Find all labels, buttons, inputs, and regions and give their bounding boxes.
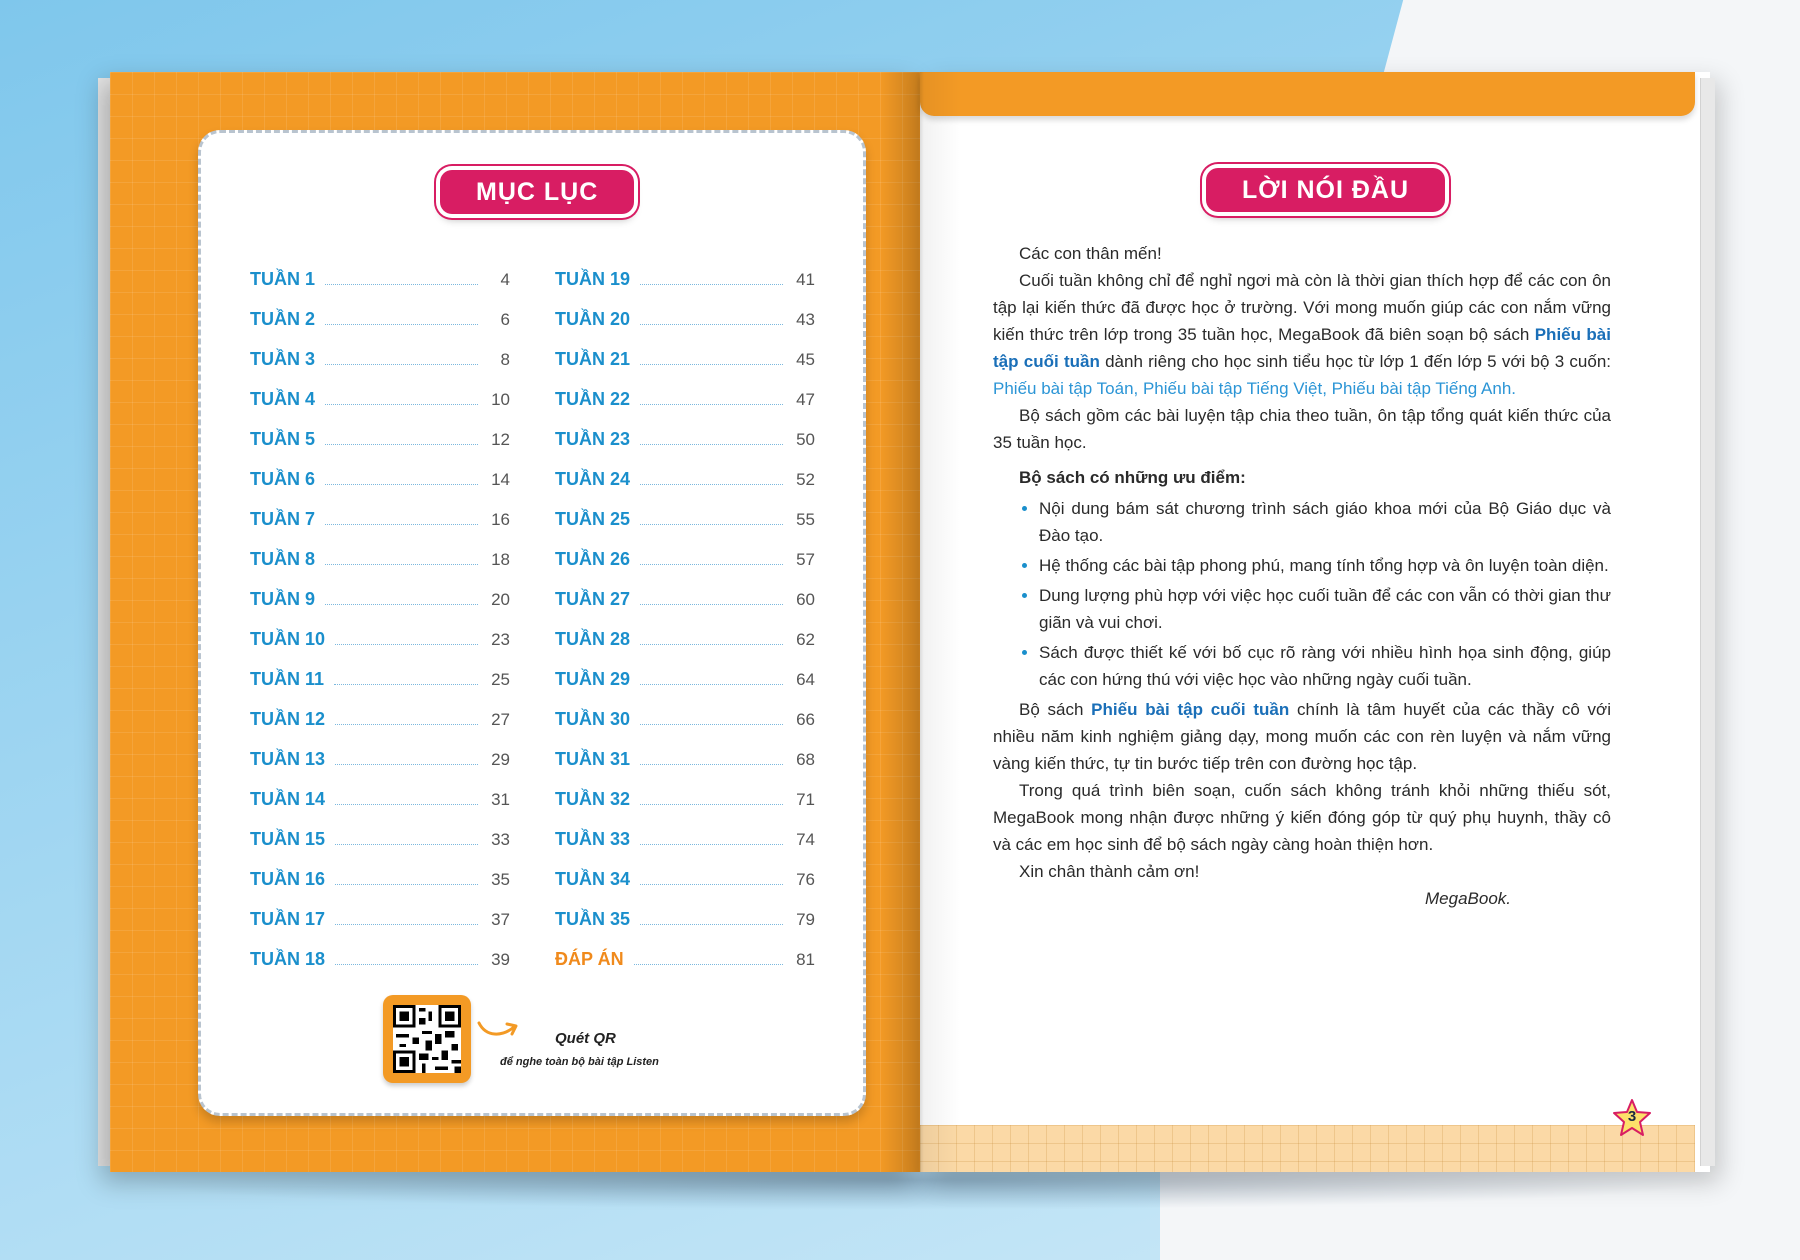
qr-code-icon[interactable] [383,995,471,1083]
toc-label: ĐÁP ÁN [555,949,624,969]
toc-leader-dots [640,844,783,845]
toc-leader-dots [325,604,478,605]
toc-page-number: 81 [796,950,815,969]
preface-greeting: Các con thân mến! [1019,244,1162,263]
toc-page-number: 60 [796,590,815,609]
page-number: 3 [1627,1108,1637,1125]
toc-row[interactable] [555,530,815,570]
bottom-grid-band [920,1125,1695,1172]
toc-leader-dots [325,324,478,325]
preface-paragraph-4: Trong quá trình biên soạn, cuốn sách không tránh khỏi những thiếu sót, MegaBook mong nhận được những ý kiến đóng góp từ quý phụ huynh, thầy cô và các em học sinh để bộ sách ngày càng hoàn thiện hơn. [993,781,1611,854]
toc-label: TUẦN 28 [555,629,631,649]
toc-page-number: 37 [491,910,510,929]
preface-text: chính là tâm huyết của các thầy cô với nhiều năm kinh nghiệm giảng dạy, mong muốn các con rèn luyện và nắm vững vàng kiến thức, tự tin bước tiếp trên con đường học tập. [993,700,1611,773]
toc-page-number: 31 [491,790,510,809]
toc-row[interactable] [250,770,510,810]
toc-page-number: 50 [796,430,815,449]
toc-page-number: 23 [491,630,510,649]
preface-paragraph-3 [993,696,1611,777]
toc-title: MỤC LỤC [440,170,634,214]
toc-leader-dots [325,364,478,365]
list-item: • Nội dung bám sát chương trình sách giáo khoa mới của Bộ Giáo dục và Đào tạo. [1039,495,1611,549]
toc-row[interactable] [250,690,510,730]
toc-page-number: 29 [491,750,510,769]
toc-label: TUẦN 29 [555,669,631,689]
list-item: • Sách được thiết kế với bố cục rõ ràng với nhiều hình họa sinh động, giúp các con hứng thú với việc học vào những ngày cuối tuần. [1039,639,1611,693]
toc-page-number: 66 [796,710,815,729]
toc-page-number: 52 [796,470,815,489]
toc-row[interactable] [250,250,510,290]
toc-leader-dots [325,444,478,445]
preface-thanks: Xin chân thành cảm ơn! [1019,862,1200,881]
toc-page-number: 45 [796,350,815,369]
toc-label: TUẦN 27 [555,589,631,609]
toc-row[interactable] [555,410,815,450]
toc-leader-dots [335,804,478,805]
toc-page-number: 35 [491,870,510,889]
toc-leader-dots [640,484,783,485]
toc-row[interactable] [555,650,815,690]
preface-paragraph-1 [993,267,1611,402]
toc-label: TUẦN 11 [250,669,325,689]
toc-page-number: 27 [491,710,510,729]
toc-label: TUẦN 18 [250,949,326,969]
toc-page-number: 43 [796,310,815,329]
toc-row[interactable] [250,930,510,970]
top-orange-band [920,72,1695,116]
toc-leader-dots [334,684,478,685]
preface-body [993,240,1611,912]
toc-label: TUẦN 35 [555,909,631,929]
list-item: • Dung lượng phù hợp với việc học cuối tuần để các con vẫn có thời gian thư giãn và vui chơi. [1039,582,1611,636]
toc-row[interactable] [250,890,510,930]
toc-row[interactable] [250,290,510,330]
toc-label: TUẦN 22 [555,389,631,409]
toc-label: TUẦN 32 [555,789,631,809]
toc-leader-dots [634,964,783,965]
toc-leader-dots [325,404,478,405]
toc-leader-dots [640,364,783,365]
toc-row[interactable] [250,370,510,410]
toc-leader-dots [335,764,478,765]
toc-label: TUẦN 1 [250,269,316,289]
toc-page-number: 64 [796,670,815,689]
toc-column-2 [555,250,815,970]
toc-row[interactable] [250,330,510,370]
preface-signature: MegaBook. [1425,889,1511,908]
toc-column-1 [250,250,510,970]
toc-leader-dots [640,644,783,645]
toc-label: TUẦN 25 [555,509,631,529]
toc-label: TUẦN 26 [555,549,631,569]
toc-row[interactable] [555,890,815,930]
right-page-edge [1700,78,1715,1166]
toc-row[interactable] [250,530,510,570]
toc-row[interactable] [250,570,510,610]
toc-leader-dots [325,284,478,285]
toc-page-number: 20 [491,590,510,609]
qr-subtitle: để nghe toàn bộ bài tập Listen [500,1056,659,1068]
toc-page-number: 41 [796,270,815,289]
toc-leader-dots [640,724,783,725]
toc-label: TUẦN 21 [555,349,631,369]
toc-label: TUẦN 24 [555,469,631,489]
toc-row[interactable] [555,930,815,970]
book-gutter [880,72,960,1172]
toc-page-number: 4 [500,270,510,289]
toc-label: TUẦN 33 [555,829,631,849]
toc-leader-dots [335,924,478,925]
toc-page-number: 62 [796,630,815,649]
toc-leader-dots [640,524,783,525]
toc-leader-dots [640,604,783,605]
toc-page-number: 18 [491,550,510,569]
toc-label: TUẦN 13 [250,749,326,769]
toc-label: TUẦN 5 [250,429,316,449]
toc-label: TUẦN 19 [555,269,631,289]
toc-label: TUẦN 15 [250,829,326,849]
toc-page-number: 74 [796,830,815,849]
toc-label: TUẦN 17 [250,909,326,929]
toc-leader-dots [640,324,783,325]
toc-leader-dots [640,564,783,565]
toc-row[interactable] [555,730,815,770]
preface-text: Cuối tuần không chỉ để nghỉ ngơi mà còn là thời gian thích hợp để các con ôn tập lại kiến thức đã được học ở trường. Với mong muốn giúp các con nắm vững kiến thức trên lớp trong 35 tuần học, MegaBook đã biên soạn bộ sách [993,271,1611,344]
toc-row[interactable] [555,450,815,490]
toc-leader-dots [335,964,478,965]
toc-row[interactable] [250,490,510,530]
toc-row[interactable] [250,810,510,850]
toc-label: TUẦN 3 [250,349,316,369]
toc-row[interactable] [250,850,510,890]
toc-page-number: 71 [796,790,815,809]
toc-page-number: 6 [500,310,510,329]
toc-page-number: 47 [796,390,815,409]
toc-leader-dots [640,764,783,765]
list-item: • Hệ thống các bài tập phong phú, mang tính tổng hợp và ôn luyện toàn diện. [1039,552,1611,579]
toc-row[interactable] [555,570,815,610]
toc-page-number: 68 [796,750,815,769]
toc-label: TUẦN 14 [250,789,326,809]
toc-page-number: 33 [491,830,510,849]
toc-row[interactable] [555,810,815,850]
toc-leader-dots [640,684,783,685]
book-name: Phiếu bài tập cuối tuần [1091,700,1290,719]
toc-label: TUẦN 16 [250,869,326,889]
toc-page-number: 8 [500,350,510,369]
toc-label: TUẦN 30 [555,709,631,729]
toc-leader-dots [640,444,783,445]
toc-page-number: 79 [796,910,815,929]
toc-leader-dots [335,844,478,845]
toc-row[interactable] [250,410,510,450]
toc-leader-dots [325,564,478,565]
toc-label: TUẦN 8 [250,549,316,569]
toc-label: TUẦN 20 [555,309,631,329]
toc-label: TUẦN 34 [555,869,631,889]
curved-arrow-icon [476,1015,522,1039]
toc-label: TUẦN 9 [250,589,316,609]
toc-row[interactable] [250,610,510,650]
book-name: Phiếu bài tập cuối tuần [993,325,1611,371]
toc-label: TUẦN 6 [250,469,316,489]
toc-leader-dots [640,924,783,925]
toc-label: TUẦN 31 [555,749,631,769]
toc-row[interactable] [555,770,815,810]
toc-page-number: 76 [796,870,815,889]
toc-leader-dots [640,804,783,805]
toc-row[interactable] [555,610,815,650]
toc-page-number: 57 [796,550,815,569]
toc-row[interactable] [555,290,815,330]
toc-leader-dots [335,884,478,885]
toc-page-number: 10 [491,390,510,409]
preface-paragraph-2: Bộ sách gồm các bài luyện tập chia theo tuần, ôn tập tổng quát kiến thức của 35 tuần học. [993,406,1611,452]
toc-leader-dots [640,404,783,405]
toc-leader-dots [640,884,783,885]
preface-title: LỜI NÓI ĐẦU [1206,168,1445,212]
toc-label: TUẦN 7 [250,509,316,529]
toc-row[interactable] [250,730,510,770]
toc-page-number: 55 [796,510,815,529]
preface-text: Bộ sách [1019,700,1092,719]
toc-page-number: 25 [491,670,510,689]
toc-row[interactable] [555,250,815,290]
toc-row[interactable] [250,450,510,490]
toc-label: TUẦN 10 [250,629,326,649]
toc-row[interactable] [555,490,815,530]
toc-page-number: 14 [491,470,510,489]
advantages-heading: Bộ sách có những ưu điểm: [1019,468,1246,487]
qr-title: Quét QR [555,1030,616,1047]
book-list: Phiếu bài tập Toán, Phiếu bài tập Tiếng Việt, Phiếu bài tập Tiếng Anh. [993,379,1516,398]
toc-label: TUẦN 2 [250,309,316,329]
toc-leader-dots [335,724,478,725]
toc-label: TUẦN 12 [250,709,326,729]
toc-label: TUẦN 23 [555,429,631,449]
toc-row[interactable] [555,690,815,730]
toc-page-number: 16 [491,510,510,529]
preface-text: dành riêng cho học sinh tiểu học từ lớp 1 đến lớp 5 với bộ 3 cuốn: [1099,352,1611,371]
toc-leader-dots [335,644,478,645]
toc-leader-dots [325,524,478,525]
toc-leader-dots [325,484,478,485]
toc-row[interactable] [250,650,510,690]
toc-leader-dots [640,284,783,285]
toc-row[interactable] [555,330,815,370]
toc-row[interactable] [555,850,815,890]
toc-page-number: 12 [491,430,510,449]
toc-page-number: 39 [491,950,510,969]
toc-label: TUẦN 4 [250,389,316,409]
toc-row[interactable] [555,370,815,410]
advantages-list [993,495,1611,693]
star-icon [1612,1098,1652,1138]
